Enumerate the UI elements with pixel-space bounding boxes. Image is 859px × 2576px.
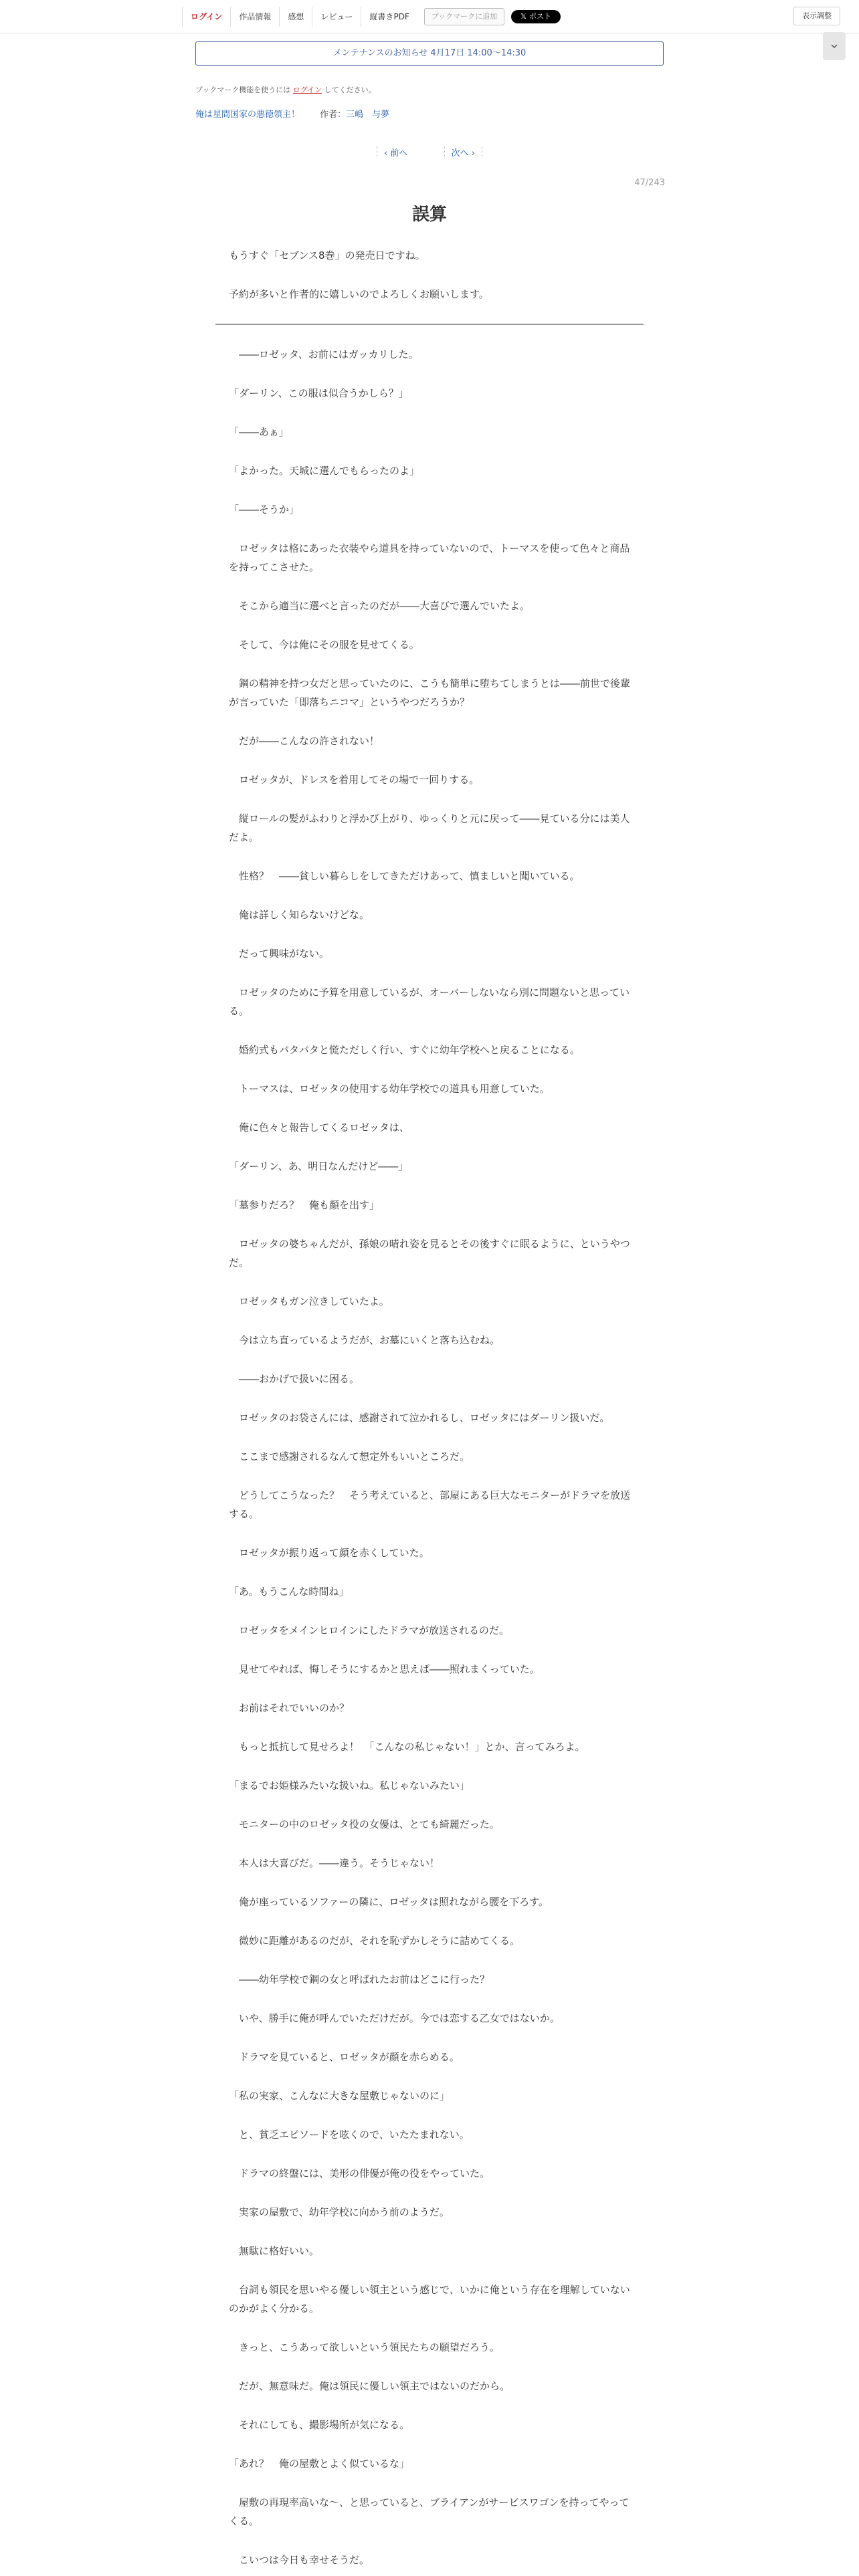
body-paragraph: 「ダーリン、あ、明日なんだけど――」	[229, 1160, 409, 1172]
author-link[interactable]: 三嶋 与夢	[346, 110, 390, 120]
body-paragraph: きっと、こうあって欲しいという領民たちの願望だろう。	[229, 2341, 500, 2353]
body-paragraph: いや、勝手に俺が呼んでいただけだが。今では恋する乙女ではないか。	[229, 2012, 560, 2024]
body-paragraph: 「私の実家、こんなに大きな屋敷じゃないのに」	[229, 2090, 450, 2102]
body-paragraph: だが、無意味だ。俺は領民に優しい領主ではないのだから。	[229, 2380, 510, 2392]
body-paragraph: 微妙に距離があるのだが、それを恥ずかしそうに詰めてくる。	[229, 1935, 520, 1947]
body-paragraph: ――幼年学校で鋼の女と呼ばれたお前はどこに行った？	[229, 1973, 490, 1985]
body-paragraph: トーマスは、ロゼッタの使用する幼年学校での道具も用意していた。	[229, 1083, 550, 1095]
bookmark-note-suffix: してください。	[322, 86, 376, 94]
body-paragraph: ロゼッタが、ドレスを着用してその場で一回りする。	[229, 774, 480, 786]
preface-divider	[215, 324, 644, 325]
nav-impressions[interactable]: 感想	[279, 7, 312, 27]
author-label: 作者：	[320, 110, 347, 120]
body-paragraph: 「よかった。天城に選んでもらったのよ」	[229, 465, 420, 477]
body-paragraph: こいつは今日も幸せそうだ。	[229, 2554, 370, 2566]
site-header	[0, 0, 859, 33]
body-paragraph: 婚約式もバタバタと慌ただしく行い、すぐに幼年学校へと戻ることになる。	[229, 1044, 580, 1056]
bookmark-login-link[interactable]: ログイン	[292, 86, 322, 94]
body-paragraph: 「墓参りだろ？ 俺も顔を出す」	[229, 1199, 380, 1211]
body-paragraph: ――ロゼッタ、お前にはガッカリした。	[229, 348, 419, 360]
body-paragraph: ロゼッタが振り返って顔を赤くしていた。	[229, 1547, 430, 1559]
body-paragraph: 無駄に格好いい。	[229, 2245, 320, 2257]
body-paragraph: 台詞も領民を思いやる優しい領主という感じで、いかに俺という存在を理解していないのかがよく分かる。	[229, 2284, 630, 2315]
body-paragraph: 本人は大喜びだ。――違う。そうじゃない！	[229, 1857, 440, 1869]
body-paragraph: それにしても、撮影場所が気になる。	[229, 2419, 410, 2431]
body-paragraph: ロゼッタのお袋さんには、感謝されて泣かれるし、ロゼッタにはダーリン扱いだ。	[229, 1412, 610, 1424]
display-settings-button[interactable]: 表示調整	[793, 7, 840, 25]
body-paragraph: そこから適当に選べと言ったのだが――大喜びで選んでいたよ。	[229, 600, 531, 612]
x-logo-icon: 𝕏	[520, 12, 527, 21]
nav-login[interactable]: ログイン	[182, 7, 230, 27]
nav-review[interactable]: レビュー	[312, 7, 361, 27]
body-paragraph: ロゼッタもガン泣きしていたよ。	[229, 1295, 389, 1307]
body-paragraph: ドラマの終盤には、美形の俳優が俺の役をやっていた。	[229, 2167, 490, 2179]
body-paragraph: もっと抵抗して見せろよ！ 「こんなの私じゃない！」とか、言ってみろよ。	[229, 1741, 585, 1753]
body-paragraph: ――おかげで扱いに困る。	[229, 1373, 360, 1385]
body-paragraph: どうしてこうなった？ そう考えていると、部屋にある巨大なモニターがドラマを放送する。	[229, 1489, 631, 1520]
chevron-down-icon	[831, 43, 838, 49]
body-paragraph: だって興味がない。	[229, 948, 330, 960]
prev-episode-button[interactable]: ‹ 前へ	[377, 146, 414, 158]
body-paragraph: ロゼッタは格にあった衣装やら道具を持っていないので、トーマスを使って色々と商品を持ってこさせた。	[229, 542, 630, 573]
episode-title: 誤算	[411, 205, 447, 225]
body-paragraph: 俺に色々と報告してくるロゼッタは、	[229, 1121, 409, 1134]
work-info-line	[195, 107, 389, 120]
body-paragraph: モニターの中のロゼッタ役の女優は、とても綺麗だった。	[229, 1818, 500, 1830]
work-title-link[interactable]: 俺は星間国家の悪徳領主！	[195, 110, 300, 120]
body-paragraph: と、貧乏エピソードを呟くので、いたたまれない。	[229, 2129, 470, 2141]
body-paragraph: そして、今は俺にその服を見せてくる。	[229, 639, 419, 651]
body-paragraph: だが――こんなの許されない！	[229, 735, 380, 747]
x-post-label: ポスト	[529, 12, 551, 21]
maintenance-notice-link[interactable]: メンテナンスのお知らせ 4月17日 14:00～14:30	[195, 41, 664, 66]
body-paragraph: 実家の屋敷で、幼年学校に向かう前のようだ。	[229, 2206, 450, 2218]
body-paragraph: 「――そうか」	[229, 504, 300, 516]
body-paragraph: 今は立ち直っているようだが、お墓にいくと落ち込むね。	[229, 1334, 500, 1346]
body-paragraph: 「あれ？ 俺の屋敷とよく似ているな」	[229, 2458, 410, 2470]
body-paragraph: 鋼の精神を持つ女だと思っていたのに、こうも簡単に堕ちてしまうとは――前世で後輩が言っていた「即落ちニコマ」というやつだろうか？	[229, 677, 630, 708]
body-paragraph: 「まるでお姫様みたいな扱いね。私じゃないみたい」	[229, 1780, 470, 1792]
bookmark-note-prefix: ブックマーク機能を使うには	[195, 86, 293, 94]
body-paragraph: ドラマを見ていると、ロゼッタが顔を赤らめる。	[229, 2051, 460, 2063]
body-paragraph: 「――あぁ」	[229, 426, 289, 438]
add-bookmark-button[interactable]: ブックマークに追加	[424, 8, 504, 25]
body-paragraph: 屋敷の再現率高いな～、と思っていると、ブライアンがサービスワゴンを持ってやってくる。	[229, 2496, 630, 2527]
episode-number: 47/243	[634, 178, 665, 188]
body-paragraph: 見せてやれば、悔しそうにするかと思えば――照れまくっていた。	[229, 1663, 540, 1675]
nav-work-info[interactable]: 作品情報	[230, 7, 279, 27]
main-nav	[182, 7, 561, 27]
body-paragraph: 縦ロールの髪がふわりと浮かび上がり、ゆっくりと元に戻って――見ている分には美人だよ。	[229, 813, 630, 843]
bookmark-login-note	[195, 84, 376, 95]
nav-vertical-pdf[interactable]: 縦書きPDF	[361, 7, 417, 27]
body-paragraph: ロゼッタのために予算を用意しているが、オーバーしないなら別に問題ないと思っている。	[229, 986, 630, 1017]
body-paragraph: 俺は詳しく知らないけどな。	[229, 909, 370, 921]
episode-pager	[0, 146, 859, 158]
body-paragraph: お前はそれでいいのか？	[229, 1702, 350, 1714]
body-paragraph: 「あ。もうこんな時間ね」	[229, 1586, 349, 1598]
preface-paragraph: 予約が多いと作者的に嬉しいのでよろしくお願いします。	[229, 288, 489, 300]
next-episode-button[interactable]: 次へ ›	[444, 146, 482, 158]
preface-paragraph: もうすぐ「セブンス8巻」の発売日ですね。	[229, 249, 425, 261]
episode-body	[229, 345, 630, 2576]
body-paragraph: ロゼッタの婆ちゃんだが、孫娘の晴れ姿を見るとその後すぐに眠るように、というやつだ。	[229, 1238, 630, 1269]
body-paragraph: 「ダーリン、この服は似合うかしら？」	[229, 387, 409, 399]
scroll-down-button[interactable]	[823, 32, 846, 60]
preface	[229, 246, 630, 324]
body-paragraph: 俺が座っているソファーの隣に、ロゼッタは照れながら腰を下ろす。	[229, 1896, 549, 1908]
body-paragraph: 性格？ ――貧しい暮らしをしてきただけあって、慎ましいと聞いている。	[229, 870, 580, 882]
body-paragraph: ここまで感謝されるなんて想定外もいいところだ。	[229, 1451, 470, 1463]
x-post-button[interactable]	[511, 10, 561, 23]
body-paragraph: ロゼッタをメインヒロインにしたドラマが放送されるのだ。	[229, 1624, 509, 1636]
